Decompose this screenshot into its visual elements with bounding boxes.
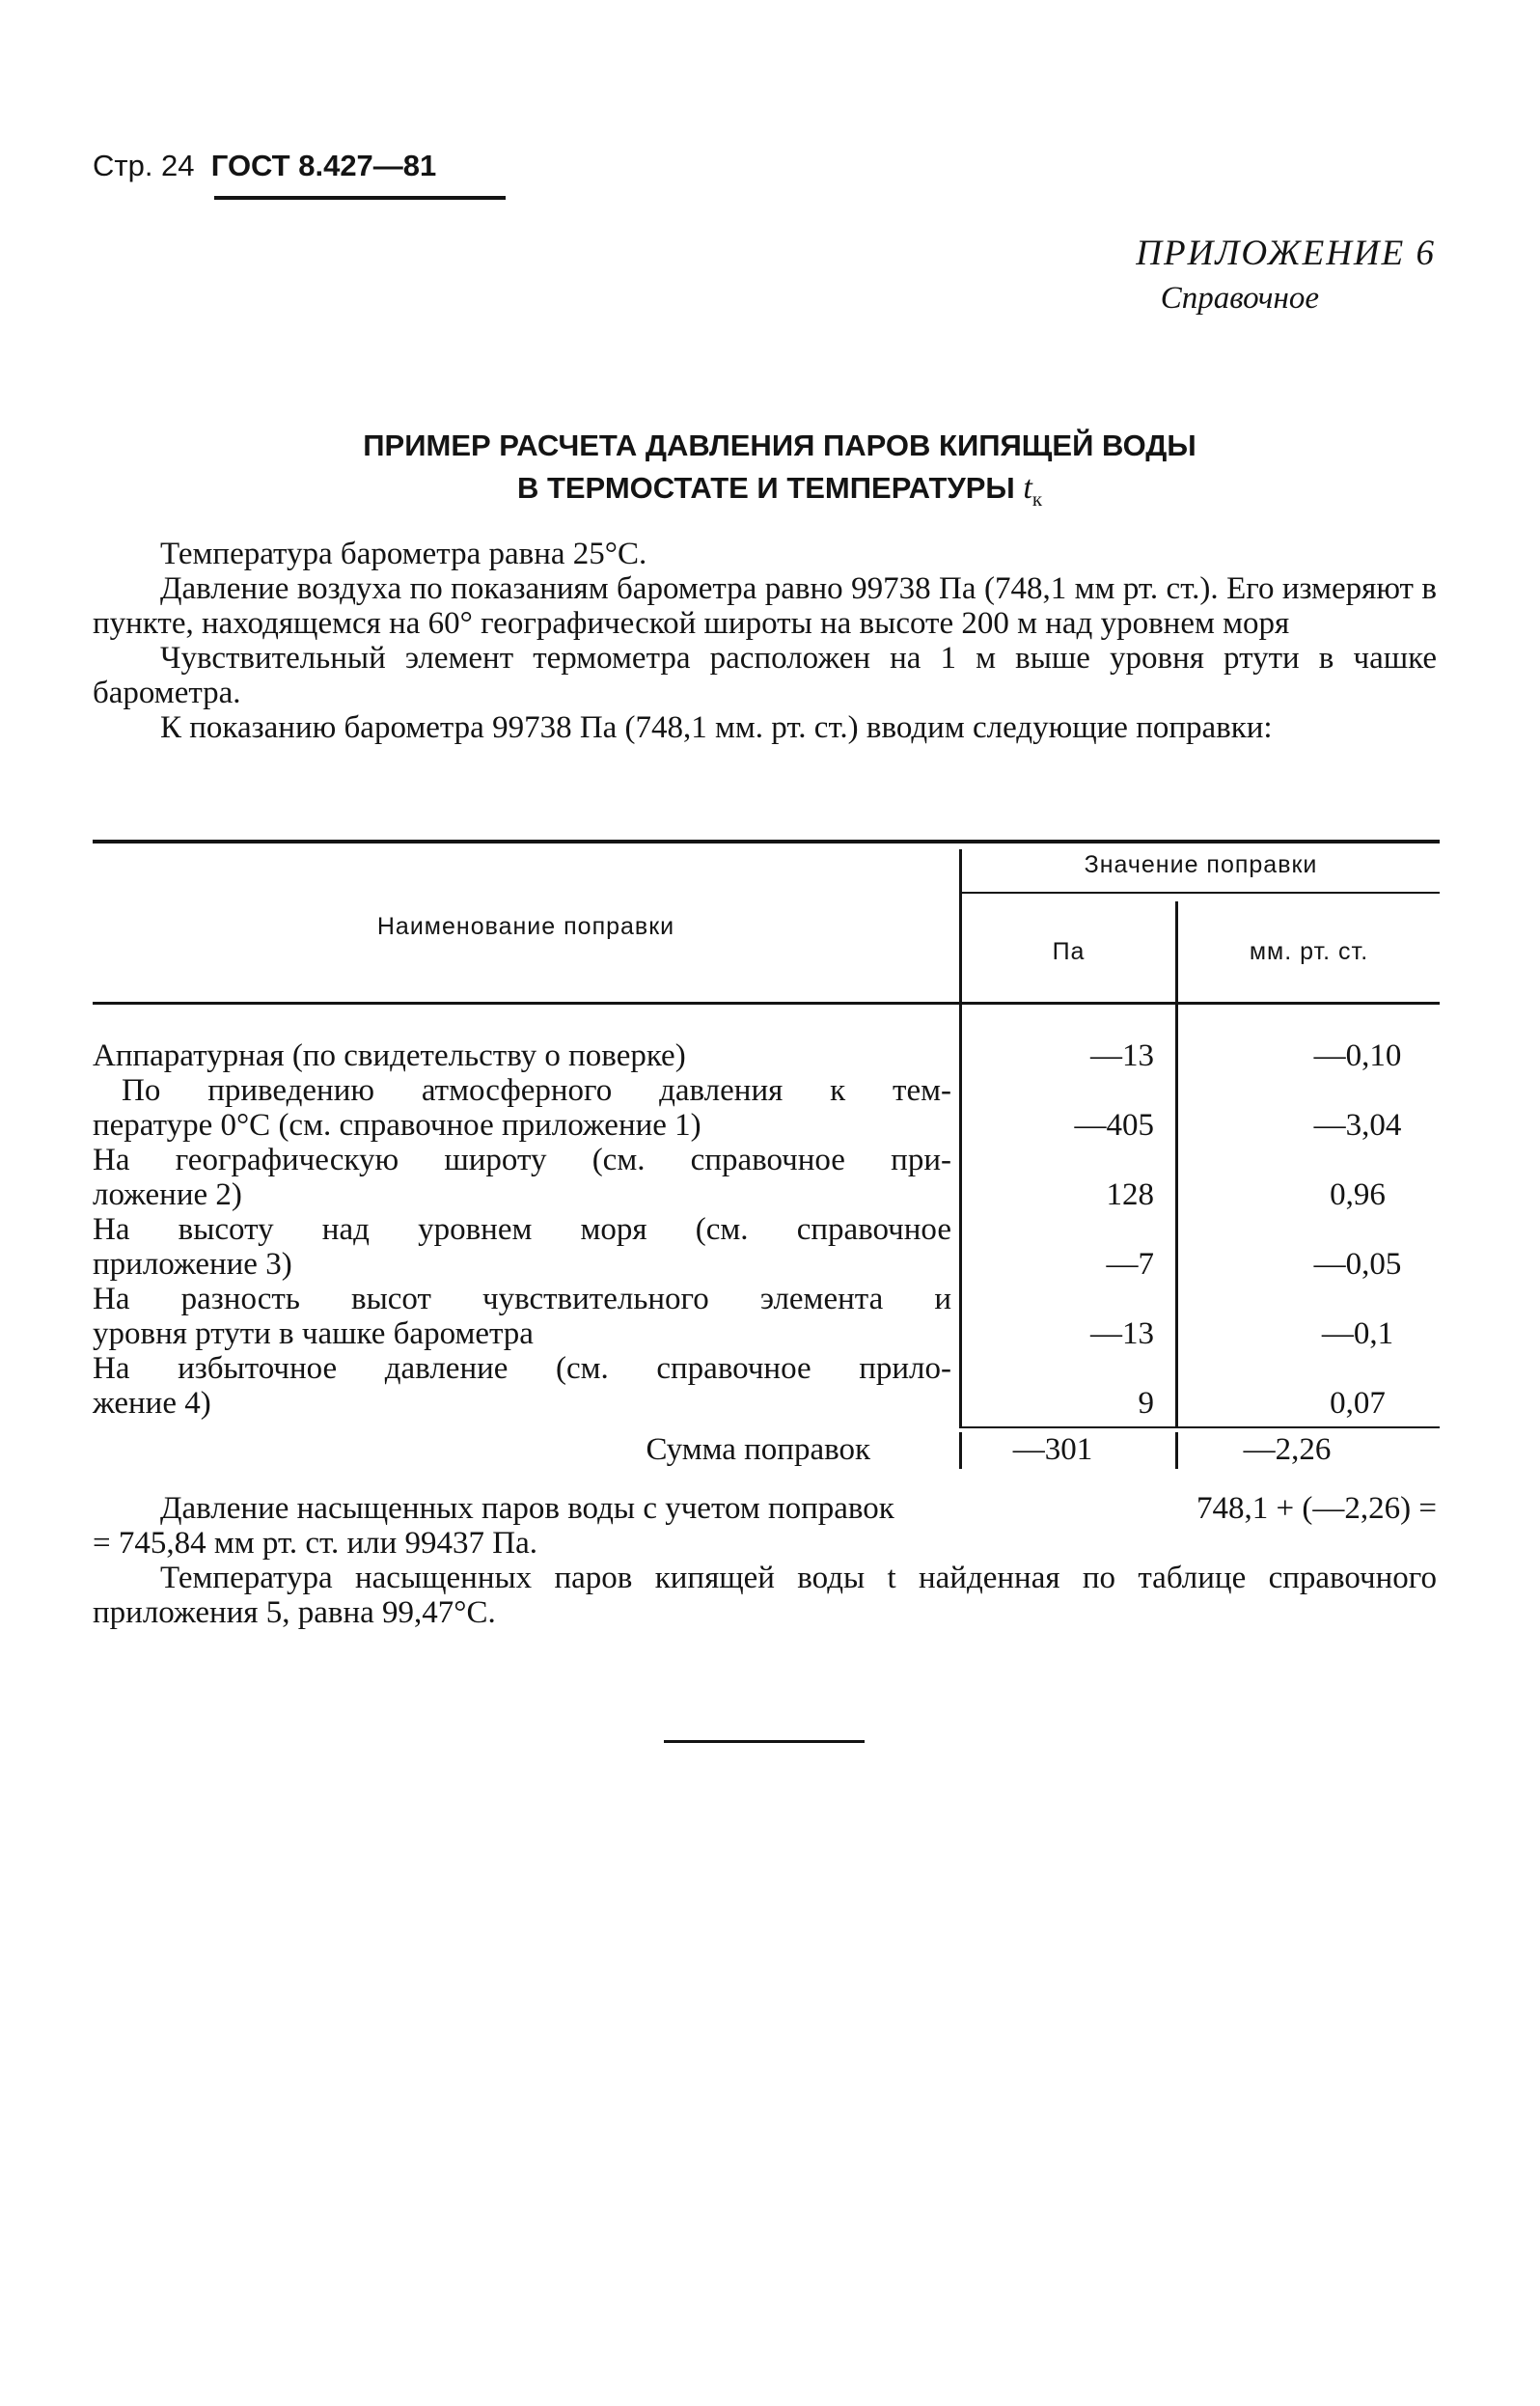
table-top-rule	[93, 840, 1440, 843]
table-row	[93, 1038, 1440, 1073]
row-value-mm-text: 0,07	[1330, 1386, 1386, 1421]
row-value-pa: —13	[1090, 1316, 1154, 1351]
row-name-line: На высоту над уровнем моря (см. справочное	[93, 1212, 951, 1247]
row-value-mm	[1173, 1038, 1440, 1073]
table-header-rule	[93, 1002, 1440, 1005]
row-name-line: жение 4)	[93, 1386, 211, 1421]
table-body	[93, 1038, 1440, 1421]
conclusion-p1-expr: 748,1 + (—2,26) =	[1196, 1491, 1437, 1526]
row-value-mm-text: —0,1	[1321, 1316, 1394, 1351]
row-name	[93, 1282, 951, 1351]
table-group-rule	[959, 892, 1440, 894]
row-value-mm-text: —3,04	[1313, 1108, 1402, 1143]
row-name-line: уровня ртути в чашке барометра	[93, 1316, 534, 1351]
sum-label: Сумма поправок	[646, 1432, 870, 1467]
paragraph: К показанию барометра 99738 Па (748,1 мм. рт. ст.) вводим следующие поправки:	[160, 710, 1273, 745]
sum-value-pa: —301	[1012, 1432, 1093, 1467]
col-header-group: Значение поправки	[1084, 851, 1318, 878]
conclusion-p2: Температура насыщенных паров кипящей воды t найденная по таблице справочного приложения 5, равна 99,47°С.	[93, 1561, 1437, 1630]
row-name	[93, 1073, 951, 1143]
symbol-t: t	[1023, 470, 1032, 506]
document-heading-line1: ПРИМЕР РАСЧЕТА ДАВЛЕНИЯ ПАРОВ КИПЯЩЕЙ ВОДЫ	[363, 429, 1196, 462]
row-value-mm	[1173, 1386, 1440, 1421]
appendix-subtitle: Справочное	[1160, 281, 1319, 316]
page-number: Стр. 24	[93, 149, 195, 182]
row-value-pa: 128	[1106, 1177, 1154, 1212]
heading-symbol	[1023, 470, 1043, 511]
row-name	[93, 1143, 951, 1212]
col-header-pa: Па	[1052, 938, 1086, 965]
appendix-title: ПРИЛОЖЕНИЕ 6	[1136, 234, 1436, 273]
row-name	[93, 1038, 951, 1073]
row-value-mm	[1173, 1247, 1440, 1282]
table-row	[93, 1212, 1440, 1282]
row-value-mm	[1173, 1177, 1440, 1212]
heading-line2-text: В ТЕРМОСТАТЕ И ТЕМПЕРАТУРЫ	[516, 471, 1015, 505]
row-name	[93, 1212, 951, 1282]
table-row	[93, 1073, 1440, 1143]
row-value-mm-text: 0,96	[1330, 1177, 1386, 1212]
document-heading-line2	[96, 467, 1463, 520]
row-name-line: ложение 2)	[93, 1177, 242, 1212]
table-sum-row	[93, 1430, 1440, 1469]
table-row	[93, 1282, 1440, 1351]
row-value-mm-text: —0,10	[1313, 1038, 1402, 1073]
col-header-mm: мм. рт. ст.	[1249, 938, 1369, 965]
row-value-pa: —7	[1106, 1247, 1154, 1282]
col-header-name: Наименование поправки	[376, 913, 675, 940]
sum-value-mm: —2,26	[1243, 1432, 1332, 1467]
intro-text	[93, 537, 1437, 745]
end-rule	[664, 1740, 865, 1743]
row-name-line: По приведению атмосферного давления к тем-	[122, 1073, 951, 1108]
row-name-line: Аппаратурная (по свидетельству о поверке)	[93, 1038, 686, 1073]
header-rule	[214, 196, 506, 200]
row-value-pa: —13	[1090, 1038, 1154, 1073]
row-name-line: приложение 3)	[93, 1247, 292, 1282]
row-value-mm	[1173, 1316, 1440, 1351]
conclusion-line	[93, 1491, 1437, 1526]
paragraph: Чувствительный элемент термометра расположен на 1 м выше уровня ртути в чашке барометра.	[93, 641, 1437, 710]
row-name-line: пературе 0°С (см. справочное приложение 1)	[93, 1108, 701, 1143]
row-value-mm	[1173, 1108, 1440, 1143]
symbol-subscript: к	[1031, 486, 1043, 511]
row-value-pa: —405	[1074, 1108, 1154, 1143]
standard-number: ГОСТ 8.427—81	[210, 149, 437, 182]
row-value-pa: 9	[1138, 1386, 1154, 1421]
row-name-line: На избыточное давление (см. справочное прило-	[93, 1351, 951, 1386]
row-name	[93, 1351, 951, 1421]
row-value-mm-text: —0,05	[1313, 1247, 1402, 1282]
conclusion-p1-line2: = 745,84 мм рт. ст. или 99437 Па.	[93, 1526, 537, 1561]
conclusion-text	[93, 1491, 1437, 1630]
row-name-line: На разность высот чувствительного элемента и	[93, 1282, 951, 1316]
paragraph: Давление воздуха по показаниям барометра равно 99738 Па (748,1 мм рт. ст.). Его измеряют в пункте, находящемся на 60° географической широты на высоте 200 м над уровнем моря	[93, 571, 1437, 641]
table-row	[93, 1143, 1440, 1212]
conclusion-p1-start: Давление насыщенных паров воды с учетом поправок	[160, 1491, 894, 1526]
page-header	[93, 145, 508, 187]
table-sum-rule	[959, 1426, 1440, 1428]
paragraph: Температура барометра равна 25°С.	[160, 537, 647, 571]
table-row	[93, 1351, 1440, 1421]
row-name-line: На географическую широту (см. справочное при-	[93, 1143, 951, 1177]
